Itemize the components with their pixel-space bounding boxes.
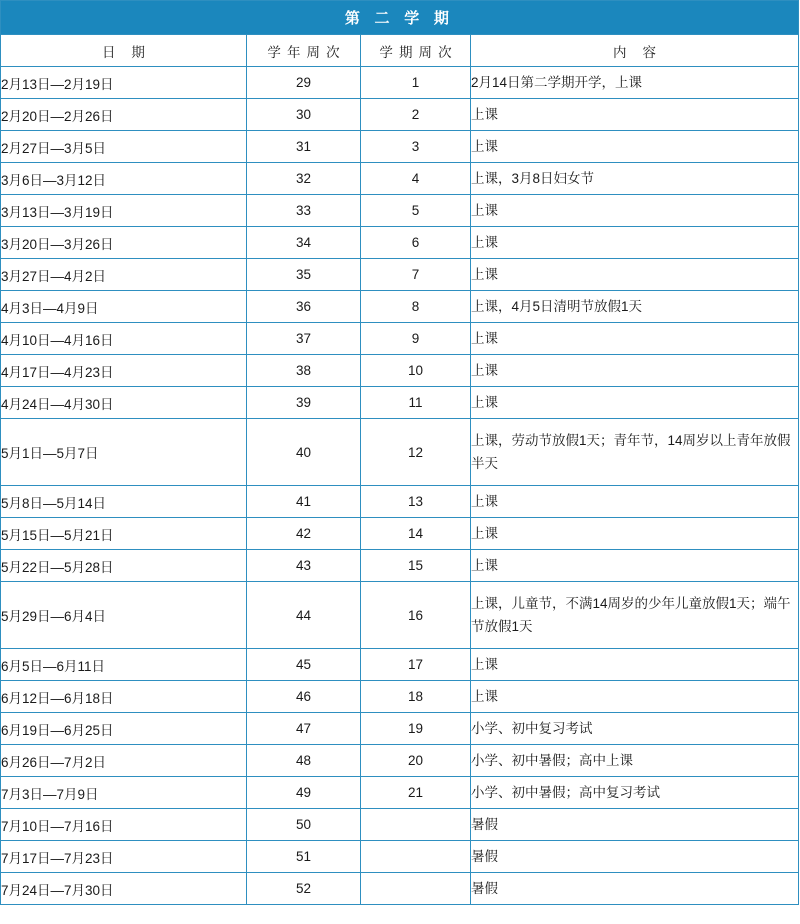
cell-content: 暑假 [471, 841, 799, 873]
cell-year-week: 46 [247, 681, 361, 713]
cell-date: 5月1日—5月7日 [1, 419, 247, 486]
cell-content: 上课 [471, 387, 799, 419]
column-header-date: 日 期 [1, 35, 247, 67]
cell-term-week: 4 [361, 163, 471, 195]
table-row [1, 809, 799, 841]
cell-year-week: 30 [247, 99, 361, 131]
cell-content: 2月14日第二学期开学，上课 [471, 67, 799, 99]
cell-term-week: 6 [361, 227, 471, 259]
cell-date: 5月8日—5月14日 [1, 486, 247, 518]
cell-term-week [361, 841, 471, 873]
cell-content: 小学、初中复习考试 [471, 713, 799, 745]
cell-term-week: 15 [361, 550, 471, 582]
cell-content: 上课 [471, 681, 799, 713]
cell-date: 7月10日—7月16日 [1, 809, 247, 841]
table-row [1, 745, 799, 777]
table-row [1, 486, 799, 518]
cell-year-week: 29 [247, 67, 361, 99]
cell-term-week: 16 [361, 582, 471, 649]
cell-date: 5月15日—5月21日 [1, 518, 247, 550]
cell-content: 上课，3月8日妇女节 [471, 163, 799, 195]
cell-date: 6月5日—6月11日 [1, 649, 247, 681]
table-row [1, 681, 799, 713]
cell-date: 4月24日—4月30日 [1, 387, 247, 419]
cell-date: 3月6日—3月12日 [1, 163, 247, 195]
column-header-year-week: 学年周次 [247, 35, 361, 67]
table-body [1, 67, 799, 905]
cell-term-week: 19 [361, 713, 471, 745]
cell-term-week: 18 [361, 681, 471, 713]
cell-year-week: 42 [247, 518, 361, 550]
cell-term-week: 1 [361, 67, 471, 99]
cell-year-week: 44 [247, 582, 361, 649]
cell-date: 2月20日—2月26日 [1, 99, 247, 131]
table-row [1, 259, 799, 291]
cell-content: 上课 [471, 227, 799, 259]
table-row [1, 67, 799, 99]
cell-date: 7月17日—7月23日 [1, 841, 247, 873]
cell-year-week: 33 [247, 195, 361, 227]
cell-year-week: 38 [247, 355, 361, 387]
cell-content: 小学、初中暑假；高中复习考试 [471, 777, 799, 809]
cell-term-week: 11 [361, 387, 471, 419]
table-row [1, 163, 799, 195]
cell-year-week: 36 [247, 291, 361, 323]
table-row [1, 227, 799, 259]
cell-date: 4月3日—4月9日 [1, 291, 247, 323]
cell-date: 6月26日—7月2日 [1, 745, 247, 777]
cell-year-week: 39 [247, 387, 361, 419]
cell-date: 5月29日—6月4日 [1, 582, 247, 649]
cell-content: 上课 [471, 195, 799, 227]
cell-content: 上课 [471, 649, 799, 681]
table-header-row [1, 35, 799, 67]
cell-year-week: 34 [247, 227, 361, 259]
cell-year-week: 40 [247, 419, 361, 486]
cell-term-week: 13 [361, 486, 471, 518]
cell-year-week: 48 [247, 745, 361, 777]
table-row [1, 355, 799, 387]
cell-date: 6月12日—6月18日 [1, 681, 247, 713]
cell-date: 7月24日—7月30日 [1, 873, 247, 905]
cell-content: 暑假 [471, 809, 799, 841]
cell-date: 7月3日—7月9日 [1, 777, 247, 809]
cell-date: 2月13日—2月19日 [1, 67, 247, 99]
cell-year-week: 35 [247, 259, 361, 291]
cell-term-week: 9 [361, 323, 471, 355]
cell-year-week: 43 [247, 550, 361, 582]
cell-year-week: 47 [247, 713, 361, 745]
table-row [1, 131, 799, 163]
cell-term-week: 5 [361, 195, 471, 227]
cell-year-week: 45 [247, 649, 361, 681]
table-row [1, 518, 799, 550]
table-row [1, 291, 799, 323]
cell-year-week: 32 [247, 163, 361, 195]
cell-term-week: 8 [361, 291, 471, 323]
table-row [1, 550, 799, 582]
cell-content: 暑假 [471, 873, 799, 905]
cell-term-week: 21 [361, 777, 471, 809]
cell-date: 6月19日—6月25日 [1, 713, 247, 745]
cell-date: 3月27日—4月2日 [1, 259, 247, 291]
table-row [1, 713, 799, 745]
cell-term-week: 7 [361, 259, 471, 291]
cell-date: 3月20日—3月26日 [1, 227, 247, 259]
table-row [1, 195, 799, 227]
table-row [1, 387, 799, 419]
cell-content: 上课 [471, 550, 799, 582]
cell-term-week: 3 [361, 131, 471, 163]
table-title-row [1, 1, 799, 35]
column-header-term-week: 学期周次 [361, 35, 471, 67]
table-row [1, 873, 799, 905]
cell-content: 上课 [471, 131, 799, 163]
cell-content: 上课，儿童节，不满14周岁的少年儿童放假1天；端午节放假1天 [471, 582, 799, 649]
cell-content: 上课 [471, 355, 799, 387]
cell-date: 5月22日—5月28日 [1, 550, 247, 582]
cell-term-week: 14 [361, 518, 471, 550]
cell-term-week: 12 [361, 419, 471, 486]
table-row [1, 323, 799, 355]
cell-year-week: 49 [247, 777, 361, 809]
cell-term-week [361, 873, 471, 905]
cell-term-week: 20 [361, 745, 471, 777]
cell-content: 上课 [471, 99, 799, 131]
cell-year-week: 50 [247, 809, 361, 841]
cell-date: 2月27日—3月5日 [1, 131, 247, 163]
table-row [1, 419, 799, 486]
cell-date: 4月17日—4月23日 [1, 355, 247, 387]
cell-year-week: 41 [247, 486, 361, 518]
cell-content: 上课 [471, 323, 799, 355]
cell-content: 上课 [471, 518, 799, 550]
table-row [1, 777, 799, 809]
cell-content: 上课 [471, 486, 799, 518]
cell-content: 上课，劳动节放假1天；青年节，14周岁以上青年放假半天 [471, 419, 799, 486]
column-header-content: 内 容 [471, 35, 799, 67]
cell-term-week [361, 809, 471, 841]
table-row [1, 99, 799, 131]
cell-term-week: 17 [361, 649, 471, 681]
cell-date: 4月10日—4月16日 [1, 323, 247, 355]
table-row [1, 841, 799, 873]
cell-year-week: 52 [247, 873, 361, 905]
cell-term-week: 10 [361, 355, 471, 387]
cell-year-week: 37 [247, 323, 361, 355]
cell-content: 上课，4月5日清明节放假1天 [471, 291, 799, 323]
cell-date: 3月13日—3月19日 [1, 195, 247, 227]
cell-content: 小学、初中暑假；高中上课 [471, 745, 799, 777]
cell-content: 上课 [471, 259, 799, 291]
cell-year-week: 51 [247, 841, 361, 873]
cell-year-week: 31 [247, 131, 361, 163]
table-title: 第 二 学 期 [1, 1, 799, 35]
cell-term-week: 2 [361, 99, 471, 131]
table-row [1, 582, 799, 649]
table-row [1, 649, 799, 681]
